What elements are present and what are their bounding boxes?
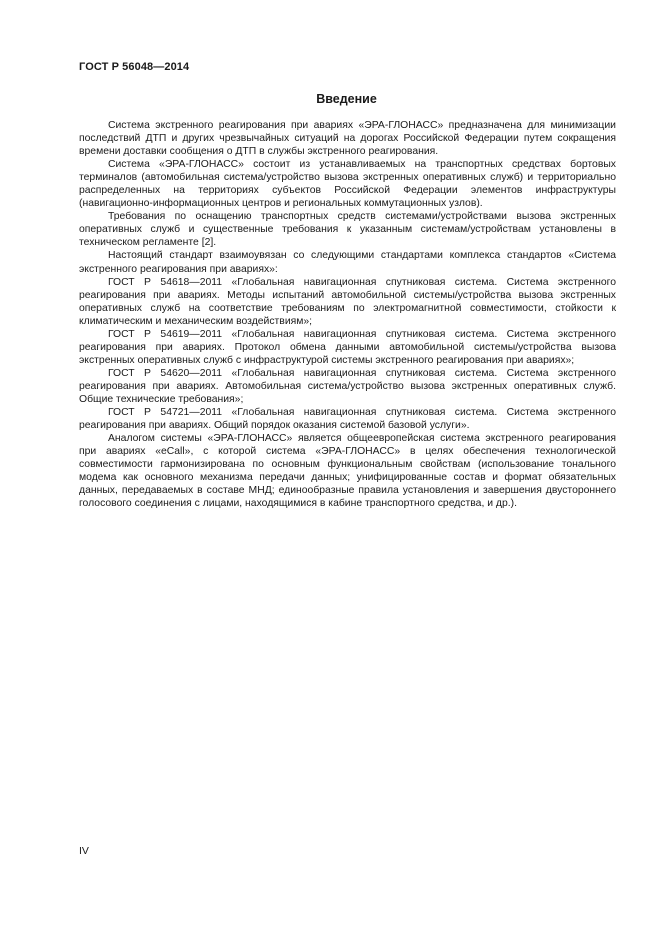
paragraph-purpose: Система экстренного реагирования при авариях «ЭРА-ГЛОНАСС» предназначена для минимизации последствий ДТП и других чрезвычайных ситуаций на дорогах Российской Федерации путем сокращения времени доставки сообщения о ДТП в службы экстренного реагирования. (79, 120, 616, 158)
document-body (79, 119, 616, 510)
paragraph-gost-54619: ГОСТ Р 54619—2011 «Глобальная навигационная спутниковая система. Система экстренного реагирования при авариях. Протокол обмена данными автомобильной системы/устройства вызова экстренных оперативных служб с инфраструктурой системы экстренного реагирования при авариях»; (79, 328, 616, 366)
document-header-code: ГОСТ Р 56048—2014 (79, 61, 190, 73)
paragraph-ecall-analog: Аналогом системы «ЭРА-ГЛОНАСС» является общеевропейская система экстренного реагирования при авариях «eCall», с которой система «ЭРА-ГЛОНАСС» в целях обеспечения технологической совместимости гармонизирована по основным функциональным свойствам (использование тонального модема как основного механизма передачи данных; унифицированные состав и формат обязательных данных, передаваемых в составе МНД; единообразные правила установления и завершения двустороннего голосового соединения с лицами, находящимися в кабине транспортного средства, и др.). (79, 433, 616, 510)
paragraph-related-standards-intro: Настоящий стандарт взаимоувязан со следующими стандартами комплекса стандартов «Система экстренного реагирования при авариях»: (79, 250, 616, 275)
section-title-text: Введение (316, 92, 377, 106)
section-title (0, 92, 661, 106)
paragraph-requirements: Требования по оснащению транспортных средств системами/устройствами вызова экстренных оперативных служб и существенные требования к указанным системам/устройствам установлены в техническом регламенте [2]. (79, 211, 616, 249)
paragraph-gost-54620: ГОСТ Р 54620—2011 «Глобальная навигационная спутниковая система. Система экстренного реагирования при авариях. Автомобильная система/устройство вызова экстренных оперативных служб. Общие технические требования»; (79, 367, 616, 405)
paragraph-composition: Система «ЭРА-ГЛОНАСС» состоит из устанавливаемых на транспортных средствах бортовых терминалов (автомобильная система/устройство вызова экстренных оперативных служб) и территориально распределенных на территориях субъектов Российской Федерации элементов инфраструктуры (навигационно-информационных центров и региональных коммутационных узлов). (79, 159, 616, 210)
page-number: IV (79, 845, 89, 857)
paragraph-gost-54618: ГОСТ Р 54618—2011 «Глобальная навигационная спутниковая система. Система экстренного реагирования при авариях. Методы испытаний автомобильной системы/устройства вызова экстренных оперативных служб на соответствие требованиям по электромагнитной совместимости, стойкости к климатическим и механическим воздействиям»; (79, 276, 616, 327)
paragraph-gost-54721: ГОСТ Р 54721—2011 «Глобальная навигационная спутниковая система. Система экстренного реагирования при авариях. Общий порядок оказания системой базовой услуги». (79, 407, 616, 432)
